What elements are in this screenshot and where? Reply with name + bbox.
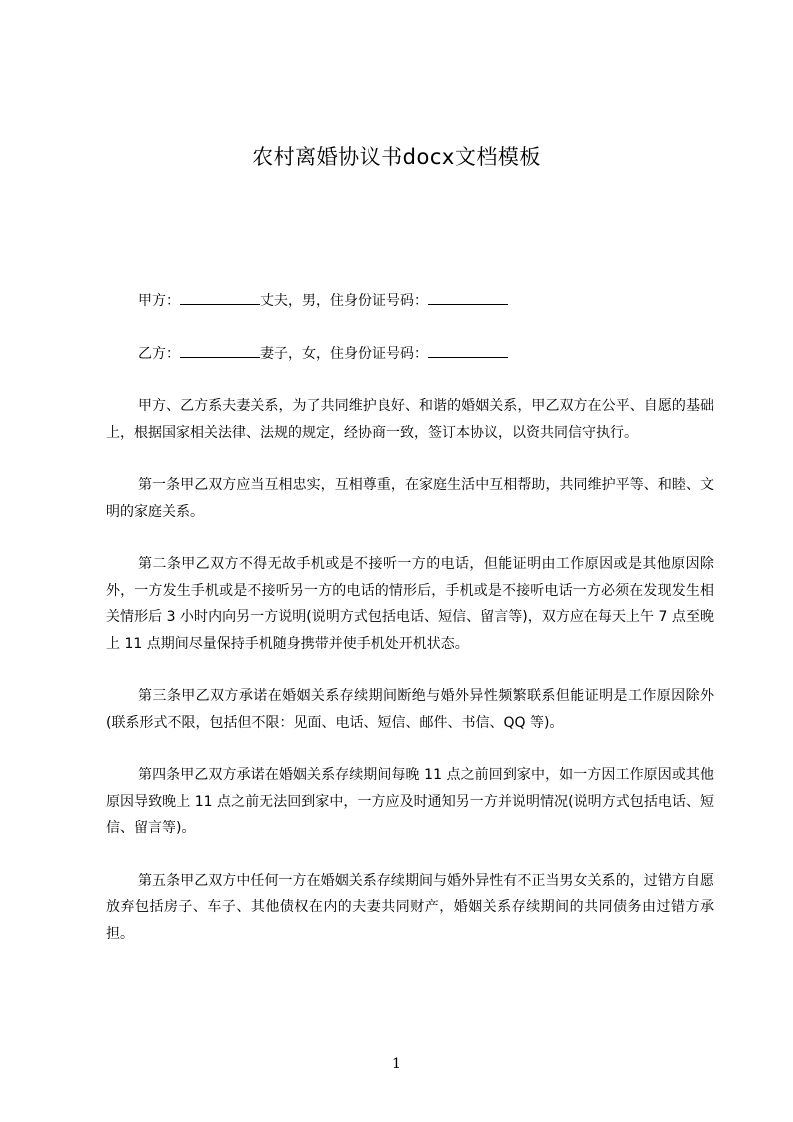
party-a-label: 甲方： — [138, 293, 180, 309]
party-b-id-blank — [428, 342, 508, 358]
party-b-line — [106, 341, 714, 368]
article-5-paragraph: 第五条甲乙双方中任何一方在婚姻关系存续期间与婚外异性有不正当男女关系的，过错方自愿放弃包括房子、车子、其他债权在内的夫妻共同财产，婚姻关系存续期间的共同债务由过错方承担。 — [106, 872, 714, 942]
party-b-label: 乙方： — [138, 345, 180, 362]
party-a-line — [106, 288, 714, 315]
party-b-name-blank — [180, 342, 260, 358]
party-b-desc: 妻子，女，住身份证号码： — [260, 345, 428, 362]
article-3-paragraph: 第三条甲乙双方承诺在婚姻关系存续期间断绝与婚外异性频繁联系但能证明是工作原因除外(联系形式不限，包括但不限：见面、电话、短信、邮件、书信、QQ 等)。 — [106, 688, 714, 731]
document-body — [106, 288, 714, 973]
page-number: 1 — [392, 1056, 401, 1072]
article-1-paragraph: 第一条甲乙双方应当互相忠实，互相尊重，在家庭生活中互相帮助，共同维护平等、和睦、文明的家庭关系。 — [106, 477, 714, 520]
party-a-id-blank — [428, 289, 508, 305]
party-a-desc: 丈夫，男，住身份证号码： — [260, 293, 428, 309]
article-2-paragraph: 第二条甲乙双方不得无故手机或是不接听一方的电话，但能证明由工作原因或是其他原因除外，一方发生手机或是不接听另一方的电话的情形后，手机或是不接听电话一方必须在发现发生相关情形后 3 小时内向另一方说明(说明方式包括电话、短信、留言等)，双方应在每天上午 7 点至晚上 11 点期间尽量保持手机随身携带并使手机处开机状态。 — [106, 556, 714, 652]
article-4-paragraph: 第四条甲乙双方承诺在婚姻关系存续期间每晚 11 点之前回到家中，如一方因工作原因或其他原因导致晚上 11 点之前无法回到家中，一方应及时通知另一方并说明情况(说明方式包括电话、短信、留言等)。 — [106, 767, 714, 836]
preamble-paragraph: 甲方、乙方系夫妻关系，为了共同维护良好、和谐的婚姻关系，甲乙双方在公平、自愿的基础上，根据国家相关法律、法规的规定，经协商一致，签订本协议，以资共同信守执行。 — [106, 398, 714, 441]
document-title: 农村离婚协议书docx文档模板 — [252, 145, 541, 169]
party-a-name-blank — [180, 289, 260, 305]
